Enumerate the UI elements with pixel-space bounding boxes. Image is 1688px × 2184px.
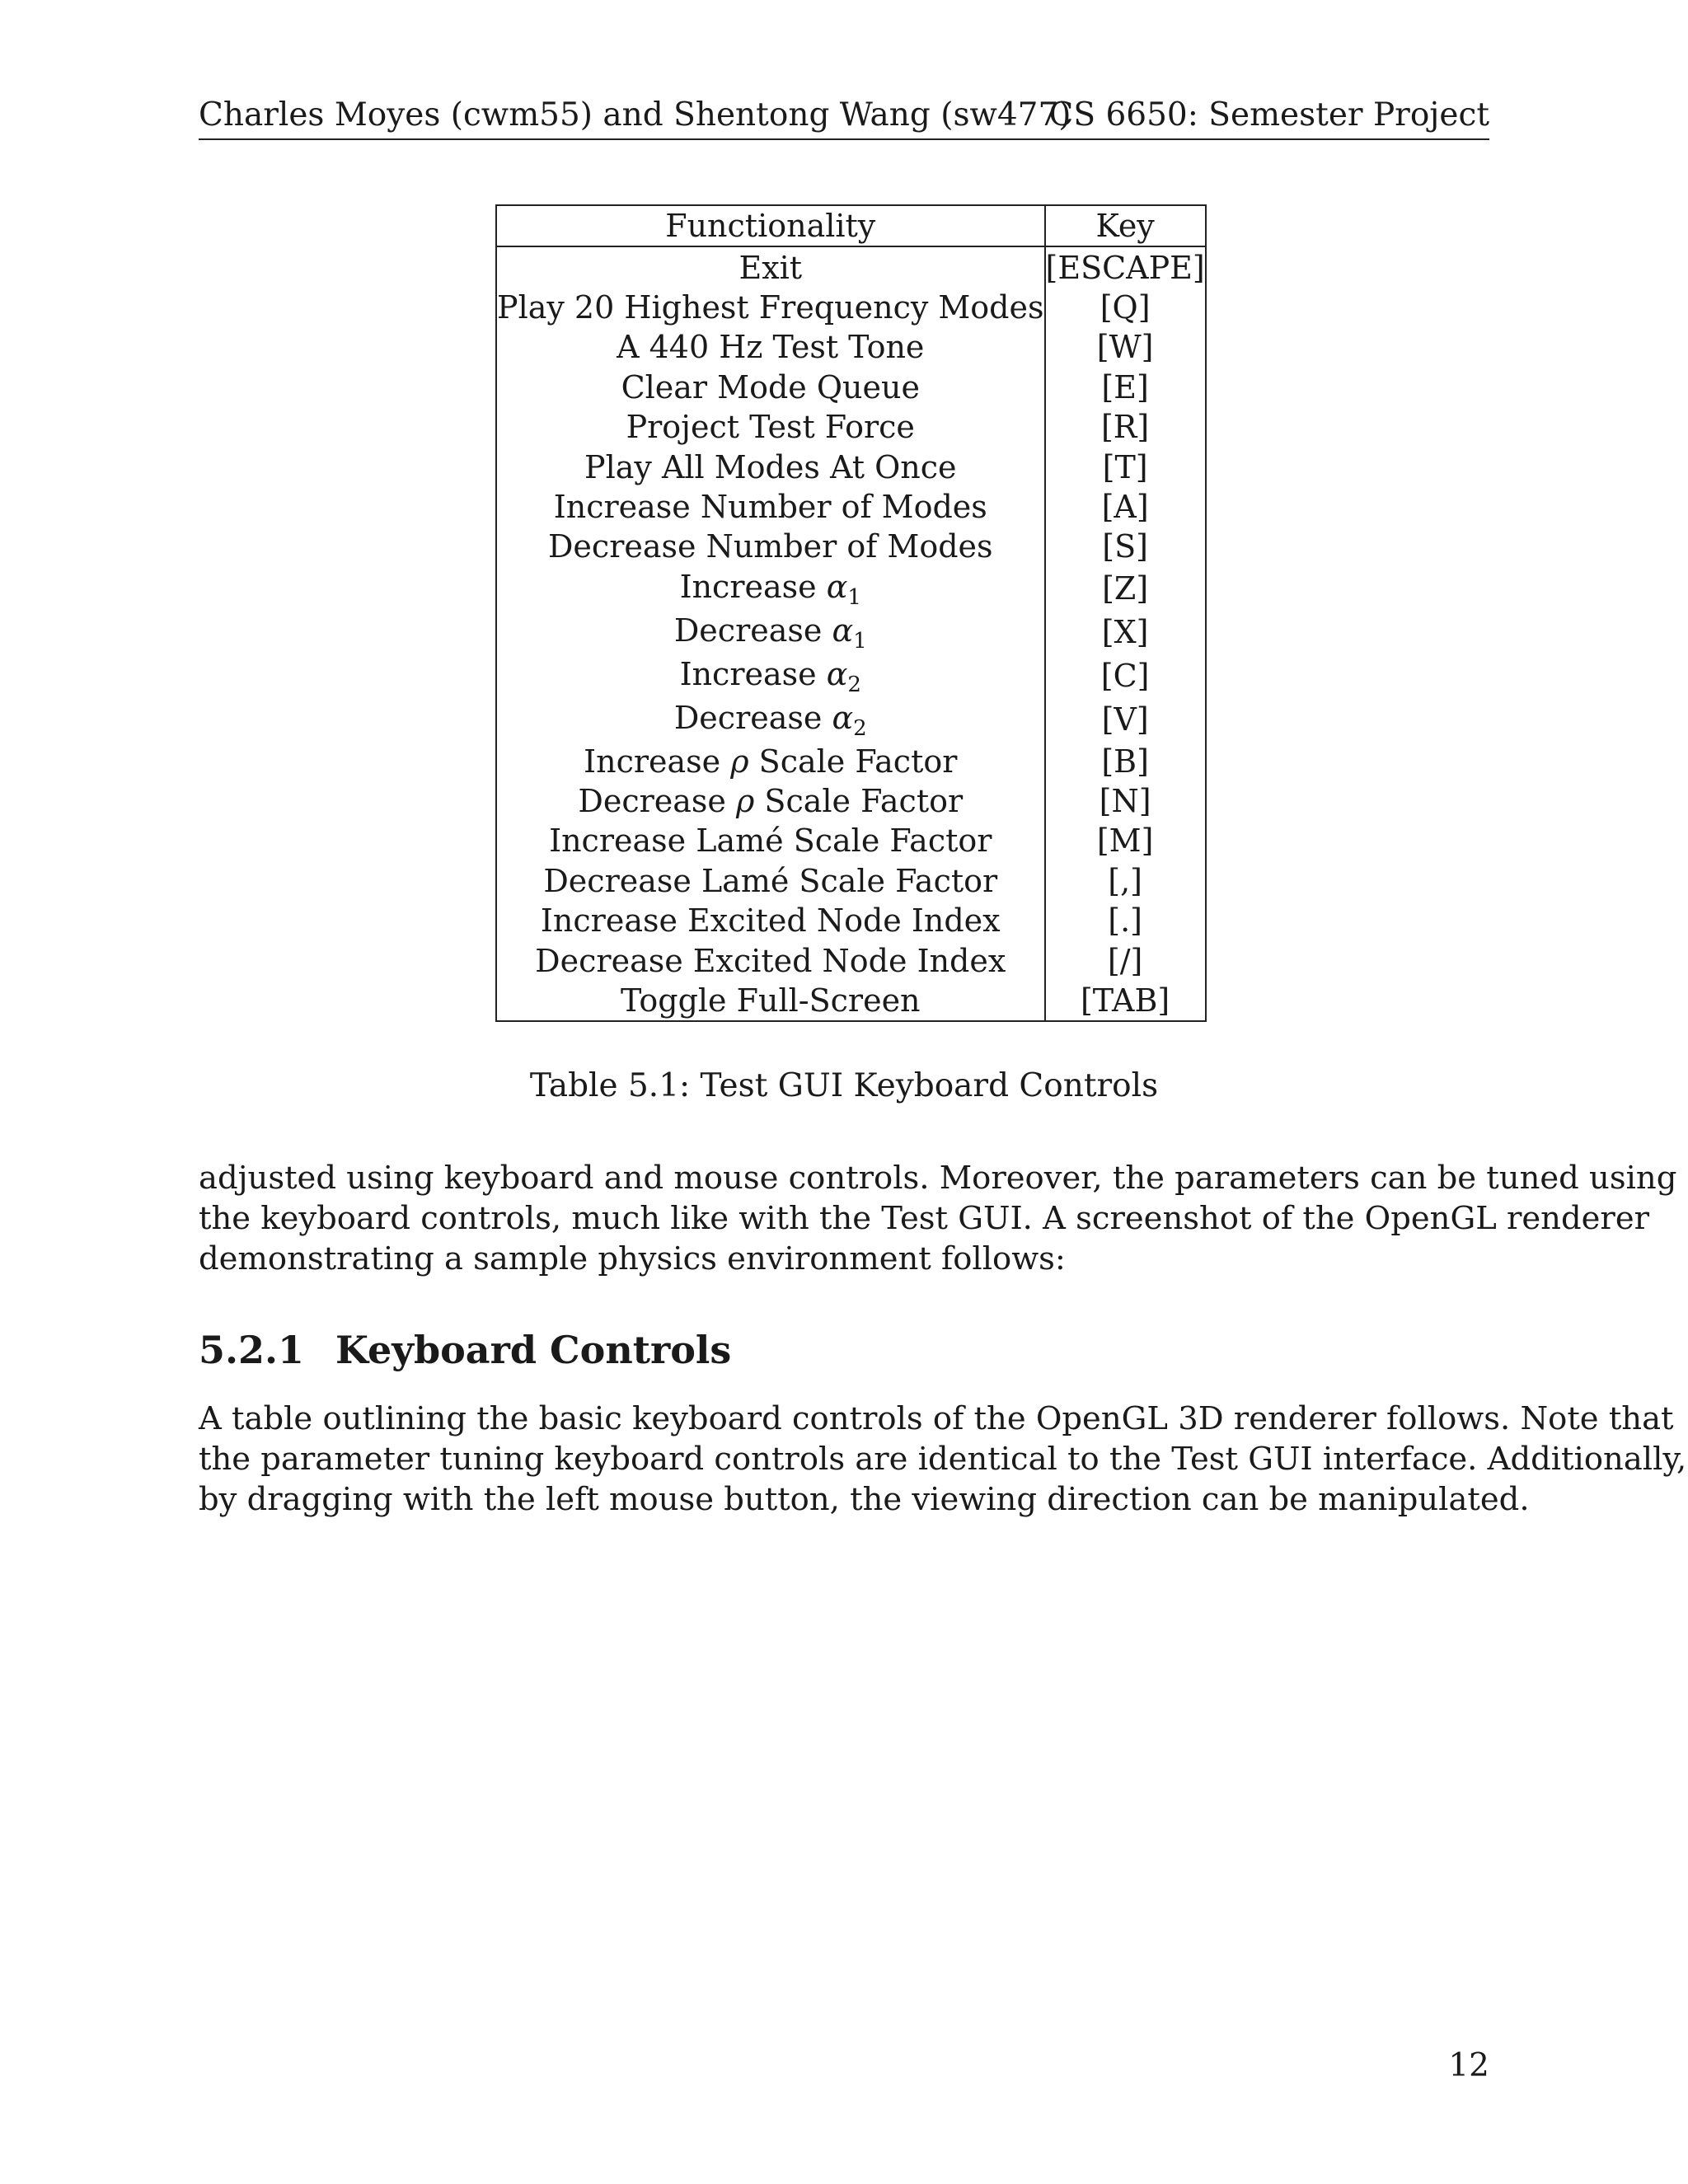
- section-heading: [199, 1324, 731, 1376]
- table-body: [496, 246, 1206, 1021]
- functionality-cell: [496, 742, 1045, 781]
- table-row: [496, 940, 1206, 980]
- functionality-cell: [496, 781, 1045, 821]
- functionality-text: Decrease: [673, 699, 832, 736]
- functionality-cell: Increase Number of Modes: [496, 487, 1045, 527]
- table-row: [496, 781, 1206, 821]
- key-cell: [T]: [1102, 448, 1148, 485]
- greek-symbol: α: [832, 699, 854, 736]
- functionality-text: Decrease: [578, 783, 736, 820]
- paragraph-line: the keyboard controls, much like with the Test GUI. A screenshot of the OpenGL renderer: [199, 1200, 1650, 1237]
- key-cell: [/]: [1107, 942, 1143, 979]
- key-cell: [C]: [1100, 658, 1150, 695]
- functionality-cell: [496, 611, 1045, 654]
- table-row: [496, 288, 1206, 327]
- functionality-cell: [496, 698, 1045, 742]
- key-cell: [Q]: [1100, 288, 1151, 326]
- subscript: 1: [847, 584, 861, 610]
- header-authors: Charles Moyes (cwm55) and Shentong Wang (sw477): [199, 96, 1071, 134]
- functionality-text: Increase: [679, 568, 827, 605]
- body-paragraph-2: [199, 1399, 1687, 1520]
- functionality-cell: Decrease Lamé Scale Factor: [496, 861, 1045, 901]
- body-paragraph-1: [199, 1158, 1677, 1279]
- key-cell: [R]: [1100, 409, 1150, 446]
- key-cell: [B]: [1101, 743, 1149, 780]
- key-cell: [V]: [1101, 701, 1149, 738]
- table-row: [496, 527, 1206, 566]
- functionality-cell: Toggle Full-Screen: [496, 981, 1045, 1021]
- table-row: [496, 742, 1206, 781]
- greek-symbol: α: [826, 655, 848, 692]
- header-course: CS 6650: Semester Project: [1048, 96, 1489, 134]
- table-caption: Table 5.1: Test GUI Keyboard Controls: [529, 1067, 1159, 1104]
- key-cell: [N]: [1099, 783, 1151, 820]
- subscript: 2: [853, 715, 867, 741]
- paragraph-line: by dragging with the left mouse button, the viewing direction can be manipulated.: [199, 1481, 1530, 1518]
- functionality-cell: Increase Excited Node Index: [496, 901, 1045, 940]
- key-cell: [TAB]: [1080, 982, 1170, 1019]
- page-number: 12: [1448, 2047, 1489, 2084]
- functionality-text: Scale Factor: [754, 783, 964, 820]
- table-row: [496, 407, 1206, 447]
- functionality-text: Decrease: [673, 612, 832, 649]
- key-cell: [Z]: [1102, 570, 1149, 607]
- table-row: [496, 447, 1206, 486]
- functionality-cell: Play All Modes At Once: [496, 447, 1045, 486]
- functionality-cell: Project Test Force: [496, 407, 1045, 447]
- greek-symbol: α: [832, 612, 854, 649]
- table-row: [496, 654, 1206, 698]
- table-header-row: [496, 205, 1206, 246]
- running-header: [199, 92, 1489, 140]
- table-row: [496, 981, 1206, 1021]
- functionality-text: Increase: [584, 743, 731, 780]
- key-cell: [A]: [1101, 488, 1149, 525]
- section-number: 5.2.1: [199, 1328, 305, 1372]
- functionality-cell: A 440 Hz Test Tone: [496, 327, 1045, 367]
- functionality-cell: [496, 567, 1045, 611]
- subscript: 1: [853, 628, 867, 654]
- table-row: [496, 611, 1206, 654]
- column-header-key: Key: [1045, 205, 1206, 246]
- functionality-cell: Clear Mode Queue: [496, 368, 1045, 407]
- functionality-cell: Decrease Excited Node Index: [496, 940, 1045, 980]
- greek-symbol: ρ: [735, 783, 755, 820]
- key-cell: [S]: [1102, 528, 1148, 565]
- table-row: [496, 567, 1206, 611]
- key-cell: [ESCAPE]: [1045, 249, 1205, 286]
- table-row: [496, 246, 1206, 287]
- table-row: [496, 698, 1206, 742]
- greek-symbol: ρ: [730, 743, 749, 780]
- functionality-cell: Exit: [496, 246, 1045, 287]
- table-row: [496, 368, 1206, 407]
- functionality-cell: [496, 654, 1045, 698]
- functionality-cell: Decrease Number of Modes: [496, 527, 1045, 566]
- greek-symbol: α: [826, 568, 848, 605]
- section-title: Keyboard Controls: [335, 1328, 732, 1372]
- paragraph-line: the parameter tuning keyboard controls are identical to the Test GUI interface. Additionally,: [199, 1441, 1687, 1478]
- key-cell: [E]: [1101, 368, 1149, 405]
- table-row: [496, 901, 1206, 940]
- functionality-cell: Increase Lamé Scale Factor: [496, 821, 1045, 860]
- key-cell: [W]: [1096, 329, 1154, 366]
- column-header-functionality: Functionality: [496, 205, 1045, 246]
- key-cell: [.]: [1108, 902, 1142, 940]
- functionality-text: Scale Factor: [748, 743, 958, 780]
- paragraph-line: demonstrating a sample physics environment follows:: [199, 1240, 1066, 1277]
- subscript: 2: [847, 672, 861, 697]
- functionality-cell: Play 20 Highest Frequency Modes: [496, 288, 1045, 327]
- paragraph-line: A table outlining the basic keyboard controls of the OpenGL 3D renderer follows. Note that: [199, 1400, 1674, 1437]
- key-cell: [M]: [1096, 823, 1154, 860]
- table-row: [496, 821, 1206, 860]
- functionality-text: Increase: [679, 655, 827, 692]
- table-row: [496, 861, 1206, 901]
- key-cell: [,]: [1108, 862, 1142, 899]
- paragraph-line: adjusted using keyboard and mouse controls. Moreover, the parameters can be tuned using: [199, 1160, 1677, 1197]
- keyboard-controls-table: [495, 204, 1207, 1022]
- table-row: [496, 487, 1206, 527]
- table-row: [496, 327, 1206, 367]
- key-cell: [X]: [1101, 614, 1149, 651]
